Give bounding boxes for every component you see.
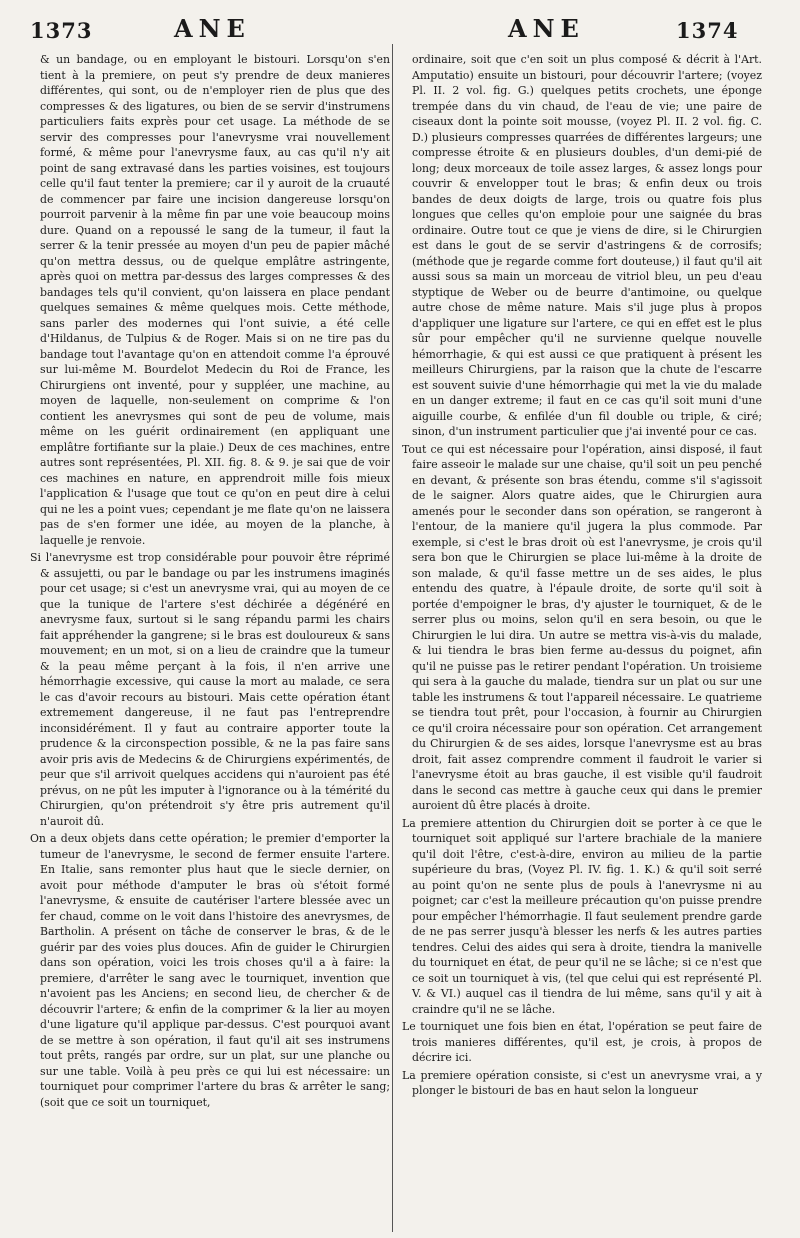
right-column xyxy=(402,52,762,1236)
column-divider xyxy=(392,44,393,1232)
paragraph: La premiere opération consiste, si c'est un anevrysme vrai, a y plonger le bistouri de bas en haut selon la longueur xyxy=(402,1068,762,1097)
page-number-right: 1374 xyxy=(676,18,739,43)
paragraph: ordinaire, soit que c'en soit un plus composé & décrit à l'Art. Amputatio) ensuite un bistouri, pour découvrir l'artere; (voyez Pl. II. 2 vol. fig. G.) quelques petits crochets, une éponge trempée dans du vin chaud, de l'eau de vie; une paire de ciseaux dont la pointe soit mousse, (voyez Pl. II. 2 vol. fig. C. D.) plusieurs compresses quarrées de différentes largeurs; une compresse étroite & en plusieurs doubles, d'un demi-pié de long; deux morceaux de toile assez larges, & assez longs pour couvrir & envelopper tout le bras; & enfin deux ou trois bandes de deux doigts de large, trois ou quatre fois plus longues que celles qu'on emploie pour une saignée du bras ordinaire. Outre tout ce que je viens de dire, si le Chirurgien est dans le gout de se servir d'astringens & de corrosifs; (méthode que je regarde comme fort douteuse,) il faut qu'il ait aussi sous sa main un morceau de vitriol bleu, un peu d'eau styptique de Weber ou de beurre d'antimoine, ou quelque autre chose de même nature. Mais s'il juge plus à propos d'appliquer une ligature sur l'artere, ce qui en effet est le plus sûr pour empêcher qu'il ne survienne quelque nouvelle hémorrhagie, & qui est aussi ce que pratiquent à présent les meilleurs Chirurgiens, par la raison que la chute de l'escarre est souvent suivie d'une hémorrhagie qui met la vie du malade en un danger extreme; il faut en ce cas qu'il soit muni d'une aiguille courbe, & enfilée d'un fil double ou triple, & ciré; sinon, d'un instrument particulier que j'ai inventé pour ce cas. xyxy=(412,53,762,438)
page-header xyxy=(0,12,800,52)
paragraph: Si l'anevrysme est trop considérable pour pouvoir être réprimé & assujetti, ou par le bandage ou par les instrumens imaginés pour cet usage; si c'est un anevrysme vrai, qui au moyen de ce que la tunique de l'artere s'est déchirée a dégénéré en anevrysme faux, surtout si le sang répandu parmi les chairs fait appréhender la gangrene; si le bras est douloureux & sans mouvement; en un mot, si on a lieu de craindre que la tumeur & la peau même perçant à la fois, il n'en arrive une hémorrhagie excessive, qui cause la mort au malade, ce sera le cas d'avoir recours au bistouri. Mais cette opération étant extremement dangereuse, il ne faut pas l'entreprendre inconsidérément. Il y faut au contraire apporter toute la prudence & la circonspection possible, & ne la pas faire sans avoir pris avis de Medecins & de Chirurgiens expérimentés, de peur que s'il arrivoit quelques accidens qui n'auroient pas été prévus, on ne pût les imputer à l'ignorance ou à la témérité du Chirurgien, qu'on prétendroit s'y être pris autrement qu'il n'auroit dû. xyxy=(30,551,390,828)
paragraph: Le tourniquet une fois bien en état, l'opération se peut faire de trois manieres différentes, qu'il est, je crois, à propos de décrire ici. xyxy=(402,1020,762,1064)
page-number-left: 1373 xyxy=(30,18,93,43)
running-head-right: ANE xyxy=(508,14,585,43)
left-column xyxy=(30,52,390,1236)
paragraph: & un bandage, ou en employant le bistouri. Lorsqu'on s'en tient à la premiere, on peut s'y prendre de deux manieres différentes, qui sont, ou de n'employer rien de plus que des compresses & des ligatures, ou bien de se servir d'instrumens particuliers faits exprès pour cet usage. La méthode de se servir des compresses pour l'anevrysme vrai nouvellement formé, & même pour l'anevrysme faux, au cas qu'il n'y ait point de sang extravasé dans les parties voisines, est toujours celle qu'il faut tenter la premiere; car il y auroit de la cruauté de commencer par faire une incision dangereuse lorsqu'on pourroit parvenir à la même fin par une voie beaucoup moins dure. Quand on a repoussé le sang de la tumeur, il faut la serrer & la tenir pressée au moyen d'un peu de papier mâché qu'on mettra dessus, ou de quelque emplâtre astringente, après quoi on mettra par-dessus des larges compresses & des bandages tels qu'il convient, qu'on laissera en place pendant quelques semaines & même quelques mois. Cette méthode, sans parler des modernes qui l'ont suivie, a été celle d'Hildanus, de Tulpius & de Roger. Mais si on ne tire pas du bandage tout l'avantage qu'on en attendoit comme l'a éprouvé sur lui-même M. Bourdelot Medecin du Roi de France, les Chirurgiens ont inventé, pour y suppléer, une machine, au moyen de laquelle, non-seulement on comprime & l'on contient les anevrysmes qui sont de peu de volume, mais même on les guérit ordinairement (en appliquant une emplâtre fortifiante sur la plaie.) Deux de ces machines, entre autres sont représentées, Pl. XII. fig. 8. & 9. je sai que de voir ces machines en nature, en apprendroit mille fois mieux l'application & l'usage que tout ce qu'on en peut dire à celui qui ne les a point vues; cependant je me flate qu'on ne laissera pas de s'en former une idée, au moyen de la planche, à laquelle je renvoie. xyxy=(40,53,390,547)
paragraph: On a deux objets dans cette opération; le premier d'emporter la tumeur de l'anevrysme, le second de fermer ensuite l'artere. En Italie, sans remonter plus haut que le siecle dernier, on avoit pour méthode d'amputer le bras où s'étoit formé l'anevrysme, & ensuite de cautériser l'artere blessée avec un fer chaud, comme on le voit dans l'histoire des anevrysmes, de Bartholin. A présent on tâche de conserver le bras, & de le guérir par des voies plus douces. Afin de guider le Chirurgien dans son opération, voici les trois choses qu'il a à faire: la premiere, d'arrêter le sang avec le tourniquet, invention que n'avoient pas les Anciens; en second lieu, de chercher & de découvrir l'artere; & enfin de la comprimer & la lier au moyen d'une ligature qu'il applique par-dessus. C'est pourquoi avant de se mettre à son opération, il faut qu'il ait ses instrumens tout prêts, rangés par ordre, sur un plat, sur une planche ou sur une table. Voilà à peu près ce qui lui est nécessaire: un tourniquet pour comprimer l'artere du bras & arrêter le sang; (soit que ce soit un tourniquet, xyxy=(30,832,390,1109)
paragraph: La premiere attention du Chirurgien doit se porter à ce que le tourniquet soit appliqué sur l'artere brachiale de la maniere qu'il doit l'être, c'est-à-dire, environ au milieu de la partie supérieure du bras, (Voyez Pl. IV. fig. 1. K.) & qu'il soit serré au point qu'on ne sente plus de pouls à l'anevrysme ni au poignet; car c'est la meilleure précaution qu'on puisse prendre pour empêcher l'hémorrhagie. Il faut seulement prendre garde de ne pas serrer jusqu'à blesser les nerfs & les autres parties tendres. Celui des aides qui sera à droite, tiendra la manivelle du tourniquet en état, de peur qu'il ne se lâche; si ce n'est que ce soit un tourniquet à vis, (tel que celui qui est représenté Pl. V. & VI.) auquel cas il tiendra de lui même, sans qu'il y ait à craindre qu'il ne se lâche. xyxy=(402,816,762,1016)
running-head-left: ANE xyxy=(174,14,251,43)
paragraph: Tout ce qui est nécessaire pour l'opération, ainsi disposé, il faut faire asseoir le malade sur une chaise, qu'il soit un peu penché en devant, & présente son bras étendu, comme s'il s'agissoit de le saigner. Alors quatre aides, que le Chirurgien aura amenés pour le seconder dans son opération, se rangeront à l'entour, de la maniere qu'il jugera la plus commode. Par exemple, si c'est le bras droit où est l'anevrysme, je crois qu'il sera bon que le Chirurgien se place lui-même à la droite de son malade, & qu'il fasse mettre un de ses aides, le plus entendu des quatre, à l'épaule droite, de sorte qu'il soit à portée d'empoigner le bras, d'y ajuster le tourniquet, & de le serrer plus ou moins, selon qu'il en sera besoin, ou que le Chirurgien le lui dira. Un autre se mettra vis-à-vis du malade, & lui tiendra le bras bien ferme au-dessus du poignet, afin qu'il ne puisse pas le retirer pendant l'opération. Un troisieme qui sera à la gauche du malade, tiendra sur un plat ou sur une table les instrumens & tout l'appareil nécessaire. Le quatrieme se tiendra tout prêt, pour l'occasion, à fournir au Chirurgien ce qu'il croira nécessaire pour son opération. Cet arrangement du Chirurgien & de ses aides, lorsque l'anevrysme est au bras droit, fait assez comprendre comment il faudroit le varier si l'anevrysme étoit au bras gauche, il est visible qu'il faudroit dans le second cas mettre à gauche ceux qui dans le premier auroient dû être placés à droite. xyxy=(402,442,762,812)
